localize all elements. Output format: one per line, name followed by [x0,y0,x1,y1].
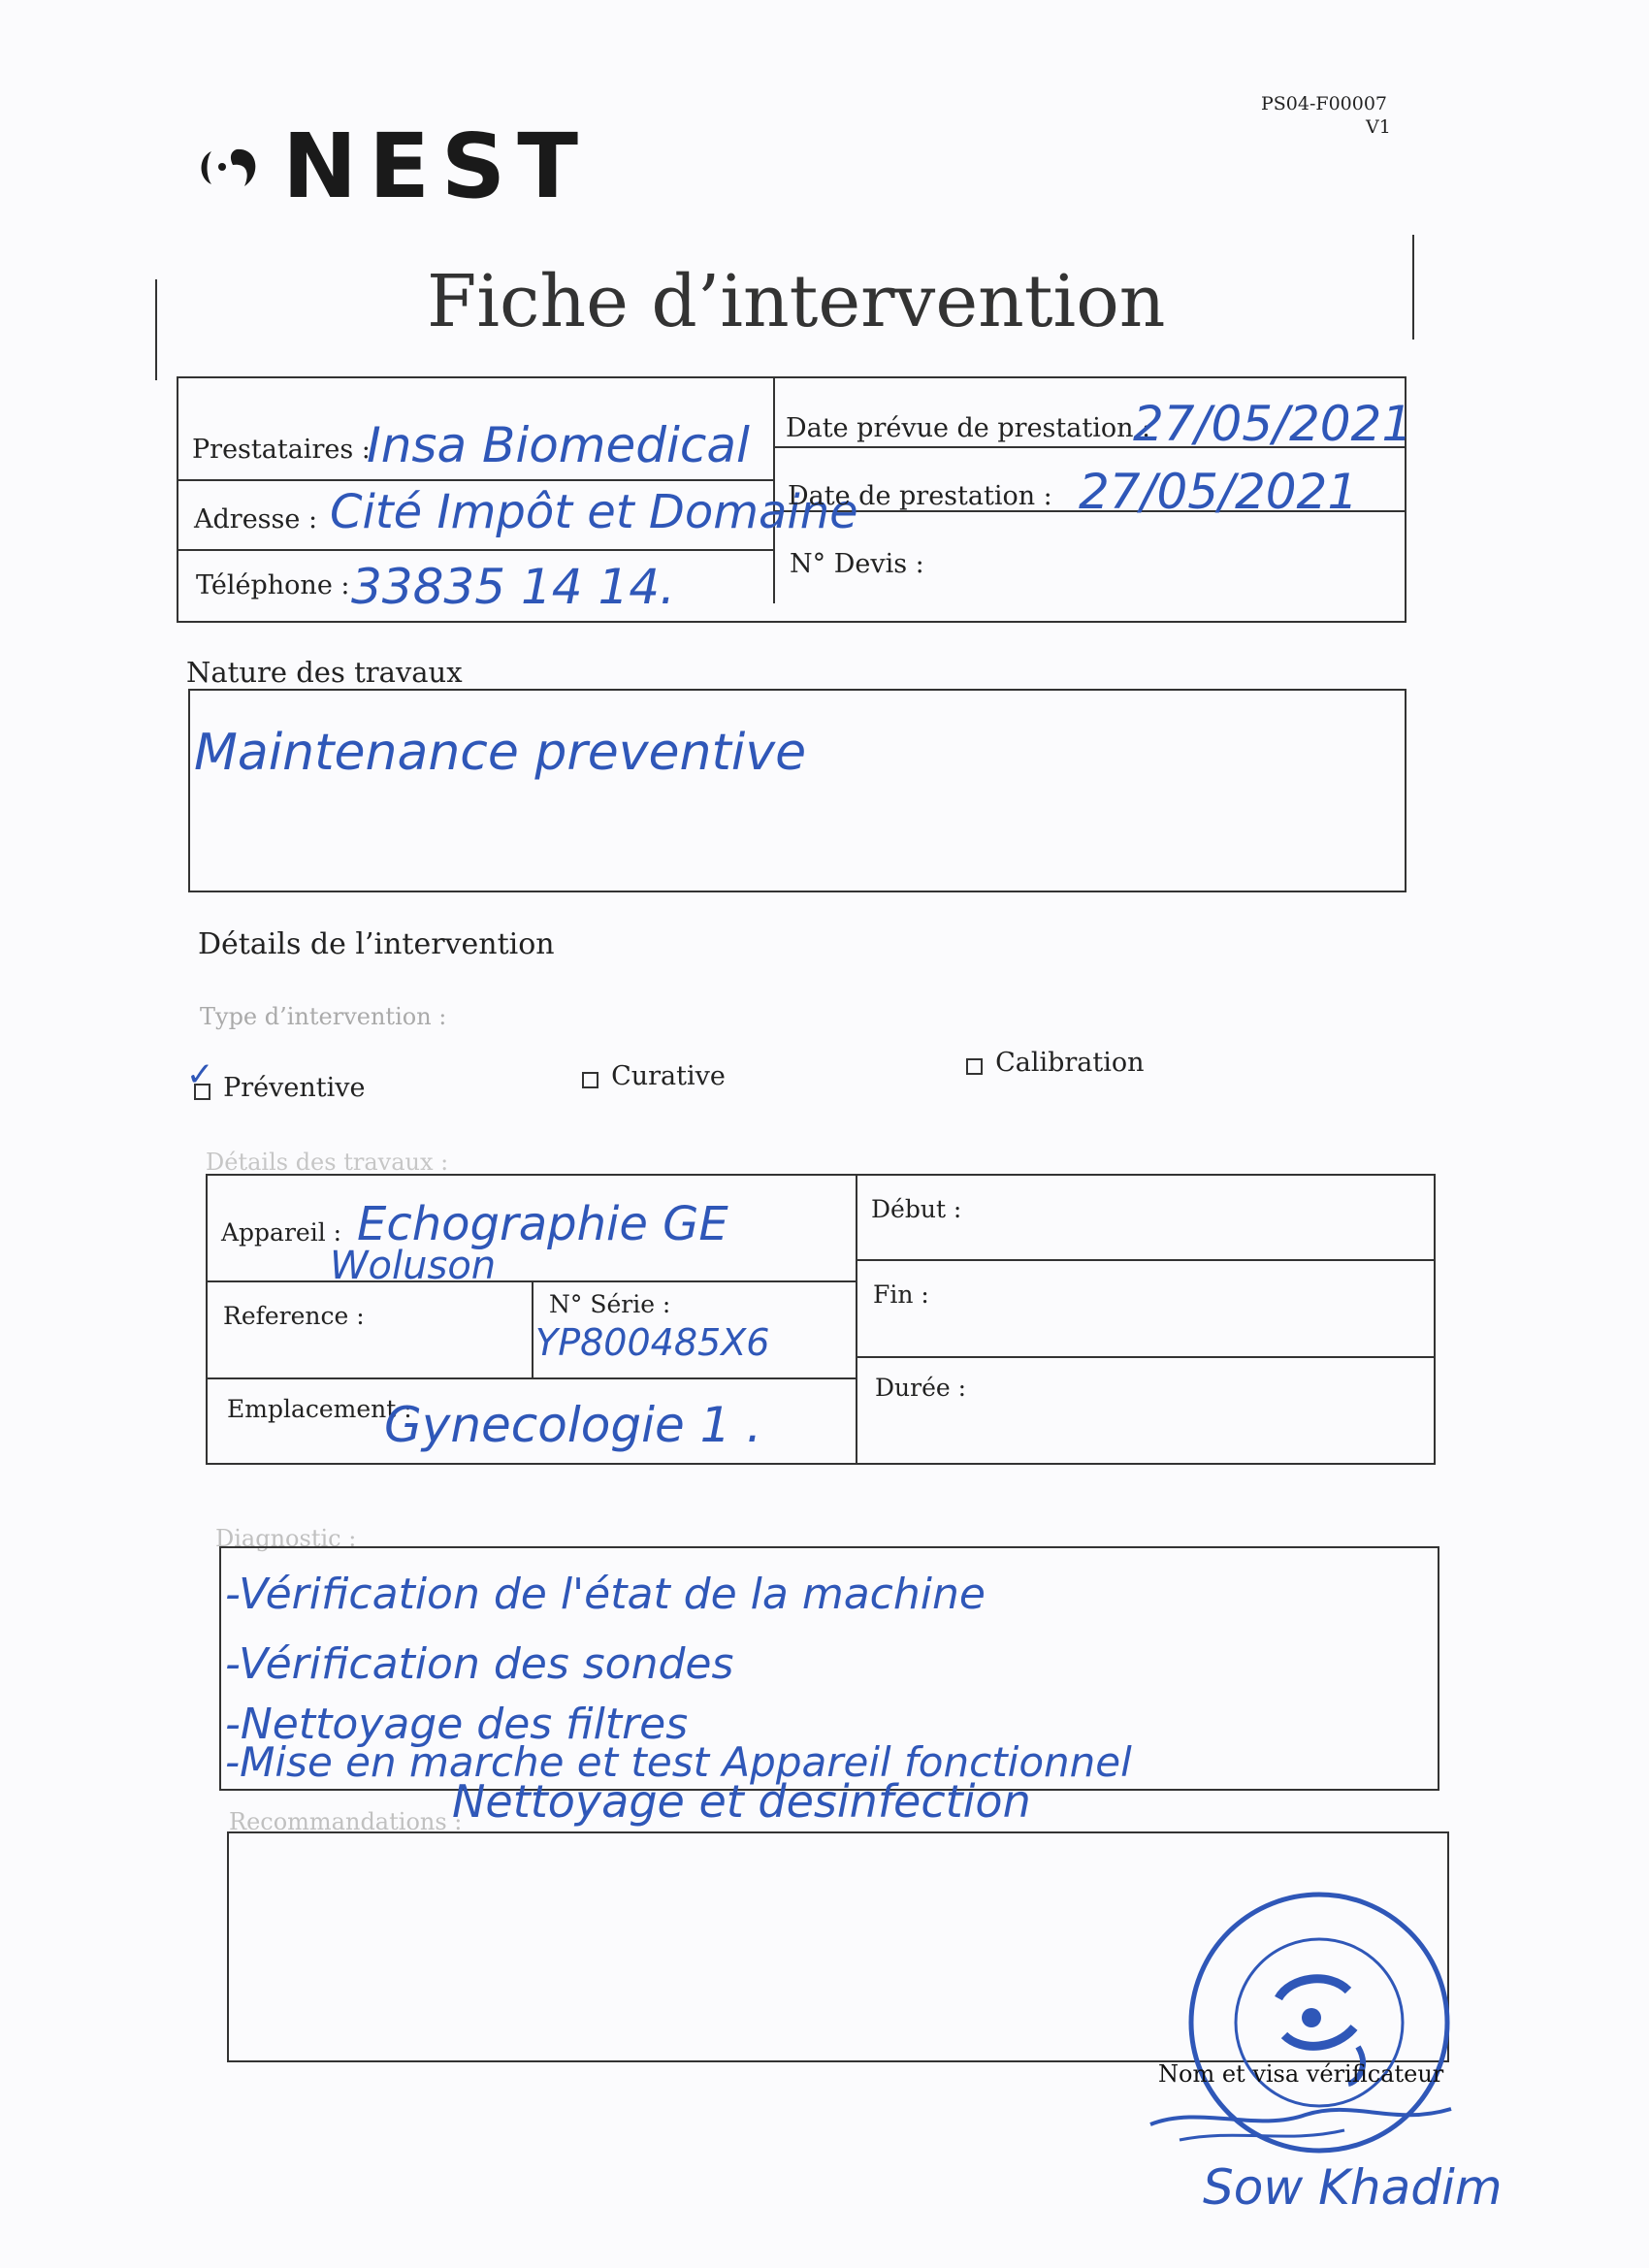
checkbox-preventive[interactable] [186,1055,366,1103]
signature-scribble [1141,2086,1471,2157]
details-section-label: Détails de l’intervention [198,927,555,961]
document-version: V1 [1366,116,1391,138]
telephone-value: 33835 14 14. [351,559,675,615]
type-intervention-label: Type d’intervention : [200,1003,447,1030]
adresse-value: Cité Impôt et Domaine [330,485,858,539]
checkbox-curative-box[interactable] [582,1072,598,1088]
logo-mark-icon [190,128,277,206]
page-title: Fiche d’intervention [427,260,1166,343]
date-prevue-label: Date prévue de prestation : [786,413,1151,443]
appareil-value-line2: Woluson [330,1244,497,1288]
checkmark-icon: ✓ [186,1055,214,1094]
prestataires-value: Insa Biomedical [367,417,750,473]
diagnostic-line-3: -Nettoyage des filtres [225,1700,689,1749]
appareil-label: Appareil : [221,1218,342,1247]
signature-scribble-icon [1141,2086,1471,2154]
nature-label: Nature des travaux [186,656,463,689]
appareil-value-line1: Echographie GE [357,1197,728,1251]
signature-label: Nom et visa vérificateur [1158,2060,1444,2088]
diagnostic-line-1: -Vérification de l'état de la machine [225,1570,986,1619]
checkbox-preventive-label: Préventive [223,1073,366,1103]
emplacement-label: Emplacement : [227,1395,412,1423]
nature-box [188,689,1406,892]
document-code: PS04-F00007 [1261,93,1388,114]
checkbox-calibration-box[interactable] [966,1058,983,1075]
checkbox-calibration[interactable] [966,1048,1145,1078]
recommandations-label: Recommandations : [229,1808,463,1835]
date-prevue-value: 27/05/2021 [1133,396,1413,452]
recommandations-value: Nettoyage et desinfection [452,1775,1031,1828]
nest-logo [190,114,590,218]
diagnostic-label: Diagnostic : [215,1525,357,1552]
diagnostic-line-2: -Vérification des sondes [225,1639,734,1689]
date-prestation-value: 27/05/2021 [1079,464,1359,520]
devis-label: N° Devis : [790,549,924,579]
serie-value: YP800485X6 [535,1321,770,1364]
logo-text: NEST [282,114,590,218]
title-bar-right [1412,235,1414,340]
checkbox-calibration-label: Calibration [995,1048,1145,1078]
details-travaux-label: Détails des travaux : [206,1149,449,1176]
checkbox-curative-label: Curative [611,1061,726,1091]
telephone-label: Téléphone : [196,570,350,600]
fin-label: Fin : [873,1280,929,1309]
title-bar-left [155,279,157,380]
diagnostic-line-4: -Mise en marche et test Appareil fonctionnel [225,1738,1132,1786]
checkbox-curative[interactable] [582,1061,726,1091]
reference-label: Reference : [223,1302,365,1330]
emplacement-value: Gynecologie 1 . [384,1397,762,1453]
serie-label: N° Série : [549,1290,671,1318]
adresse-label: Adresse : [194,504,318,535]
signature-name: Sow Khadim [1203,2159,1503,2216]
debut-label: Début : [871,1195,962,1223]
nature-value: Maintenance preventive [194,724,807,782]
duree-label: Durée : [875,1374,967,1402]
prestataires-label: Prestataires : [192,435,371,465]
date-prestation-label: Date de prestation : [788,481,1052,511]
